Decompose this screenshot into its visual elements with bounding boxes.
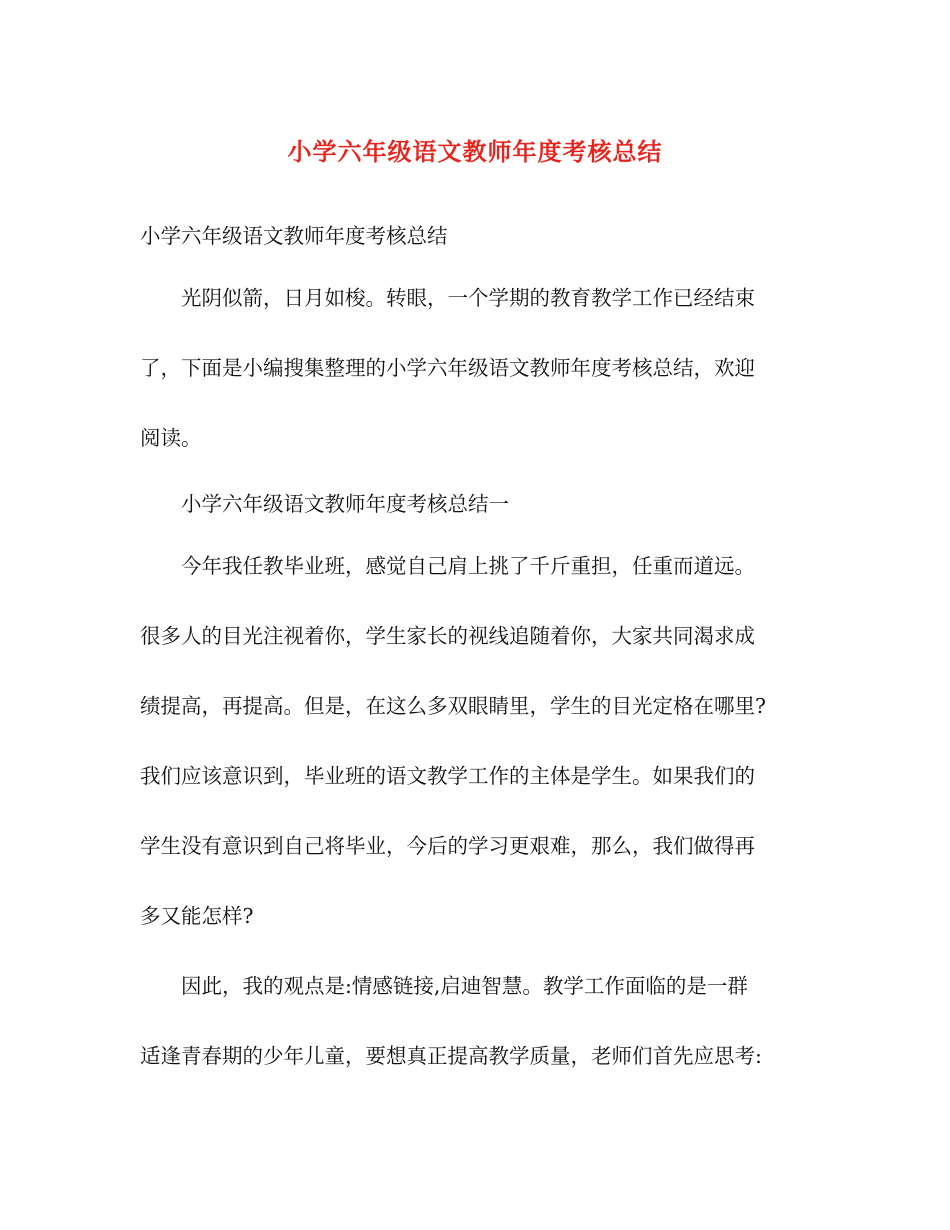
paragraph-line: 多又能怎样? (140, 904, 254, 928)
paragraph-line: 学生没有意识到自己将毕业，今后的学习更艰难，那么，我们做得再 (140, 834, 755, 858)
paragraph-line: 绩提高，再提高。但是，在这么多双眼睛里，学生的目光定格在哪里? (140, 694, 766, 718)
paragraph-line: 很多人的目光注视着你，学生家长的视线追随着你，大家共同渴求成 (140, 624, 755, 648)
subtitle-line: 小学六年级语文教师年度考核总结 (140, 224, 448, 248)
paragraph-line: 适逢青春期的少年儿童，要想真正提高教学质量，老师们首先应思考: (140, 1044, 762, 1068)
document-title: 小学六年级语文教师年度考核总结 (287, 138, 663, 166)
paragraph-line: 阅读。 (140, 426, 202, 450)
paragraph-line: 了，下面是小编搜集整理的小学六年级语文教师年度考核总结，欢迎 (140, 356, 755, 380)
paragraph-line: 光阴似箭，日月如梭。转眼，一个学期的教育教学工作已经结束 (140, 286, 755, 310)
paragraph-line: 我们应该意识到，毕业班的语文教学工作的主体是学生。如果我们的 (140, 764, 755, 788)
section-heading: 小学六年级语文教师年度考核总结一 (140, 492, 509, 516)
paragraph-line: 今年我任教毕业班，感觉自己肩上挑了千斤重担，任重而道远。 (140, 554, 755, 578)
paragraph-line: 因此，我的观点是:情感链接,启迪智慧。教学工作面临的是一群 (140, 974, 748, 998)
